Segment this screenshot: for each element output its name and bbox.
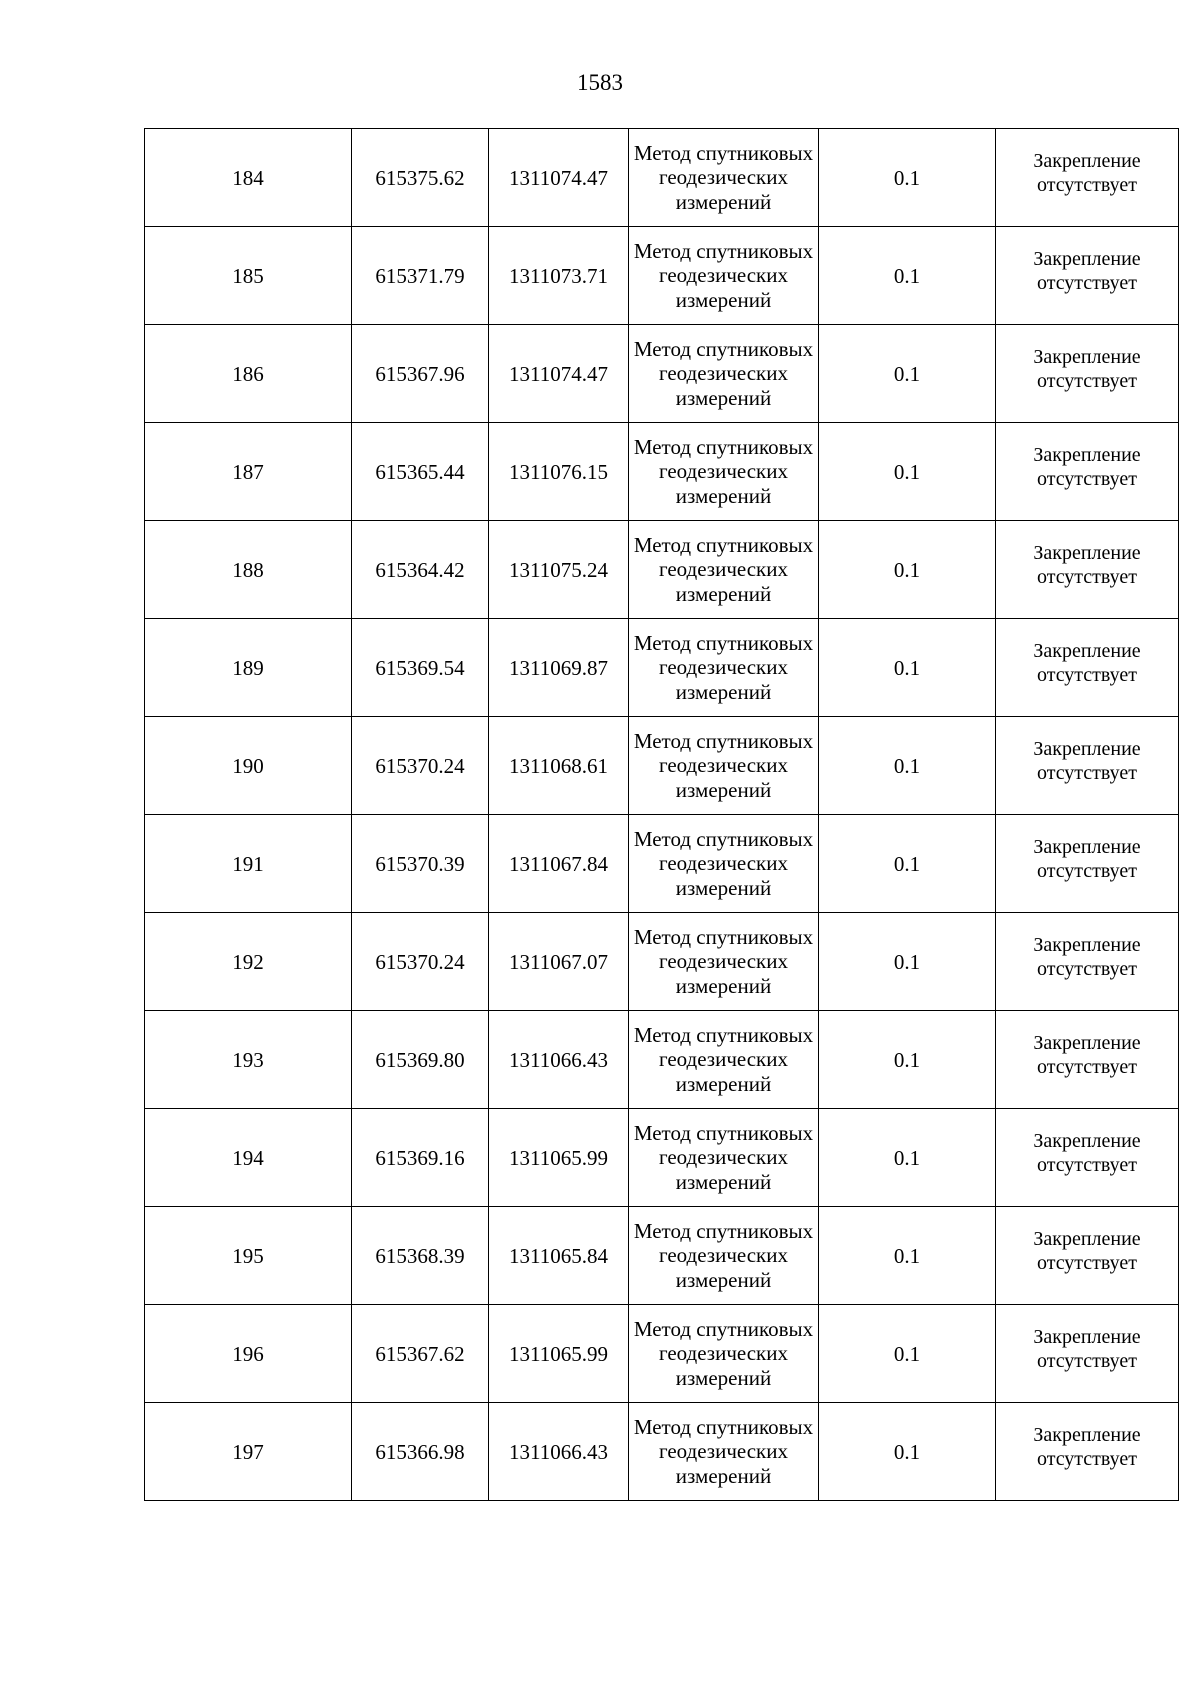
y-coordinate-text: 1311076.15 [509,459,608,484]
fixing-description-cell [996,1207,1179,1305]
fixing-description-text: Закрепление отсутствует [1033,541,1141,588]
coordinates-table-body [145,129,1179,1501]
method-cell [629,423,819,521]
point-number-cell [145,717,352,815]
fixing-description-text: Закрепление отсутствует [1033,247,1141,294]
accuracy-cell [819,227,996,325]
table-row [145,1207,1179,1305]
method-text: Метод спутниковых геодезических измерений [633,434,814,508]
fixing-description-cell [996,423,1179,521]
fixing-description-text: Закрепление отсутствует [1033,1031,1141,1078]
x-coordinate-cell [352,325,489,423]
accuracy-cell [819,619,996,717]
y-coordinate-cell [489,129,629,227]
x-coordinate-text: 615368.39 [375,1243,465,1268]
fixing-description-cell [996,227,1179,325]
accuracy-cell [819,1207,996,1305]
y-coordinate-cell [489,1305,629,1403]
accuracy-cell [819,913,996,1011]
point-number-text: 187 [232,459,264,484]
accuracy-cell [819,1011,996,1109]
fixing-description-text: Закрепление отсутствует [1033,1129,1141,1176]
table-row [145,227,1179,325]
x-coordinate-cell [352,717,489,815]
method-cell [629,1011,819,1109]
point-number-cell [145,325,352,423]
method-text: Метод спутниковых геодезических измерений [633,826,814,900]
fixing-description-text: Закрепление отсутствует [1033,737,1141,784]
accuracy-cell [819,325,996,423]
y-coordinate-text: 1311065.84 [509,1243,608,1268]
table-row [145,815,1179,913]
point-number-cell [145,1109,352,1207]
point-number-cell [145,1207,352,1305]
fixing-description-cell [996,1305,1179,1403]
fixing-description-text: Закрепление отсутствует [1033,443,1141,490]
table-row [145,423,1179,521]
x-coordinate-text: 615371.79 [375,263,465,288]
fixing-description-text: Закрепление отсутствует [1033,835,1141,882]
table-row [145,325,1179,423]
table-row [145,1011,1179,1109]
point-number-text: 192 [232,949,264,974]
point-number-cell [145,423,352,521]
x-coordinate-cell [352,423,489,521]
point-number-text: 185 [232,263,264,288]
fixing-description-text: Закрепление отсутствует [1033,149,1141,196]
point-number-text: 186 [232,361,264,386]
method-cell [629,619,819,717]
x-coordinate-cell [352,1011,489,1109]
point-number-text: 196 [232,1341,264,1366]
accuracy-text: 0.1 [893,753,921,778]
x-coordinate-cell [352,521,489,619]
accuracy-cell [819,1403,996,1501]
method-text: Метод спутниковых геодезических измерений [633,630,814,704]
y-coordinate-text: 1311065.99 [509,1145,608,1170]
y-coordinate-text: 1311066.43 [509,1047,608,1072]
y-coordinate-text: 1311067.84 [509,851,608,876]
x-coordinate-cell [352,815,489,913]
x-coordinate-cell [352,913,489,1011]
fixing-description-text: Закрепление отсутствует [1033,933,1141,980]
point-number-cell [145,129,352,227]
fixing-description-cell [996,1011,1179,1109]
accuracy-text: 0.1 [893,263,921,288]
y-coordinate-text: 1311073.71 [509,263,608,288]
y-coordinate-text: 1311074.47 [509,165,608,190]
x-coordinate-cell [352,1207,489,1305]
y-coordinate-cell [489,913,629,1011]
point-number-cell [145,913,352,1011]
point-number-text: 193 [232,1047,264,1072]
page-number: 1583 [577,70,623,95]
y-coordinate-text: 1311067.07 [509,949,608,974]
method-cell [629,521,819,619]
x-coordinate-text: 615364.42 [375,557,465,582]
y-coordinate-cell [489,1207,629,1305]
accuracy-text: 0.1 [893,655,921,680]
point-number-text: 184 [232,165,264,190]
point-number-text: 188 [232,557,264,582]
table-row [145,521,1179,619]
y-coordinate-text: 1311074.47 [509,361,608,386]
accuracy-text: 0.1 [893,1145,921,1170]
point-number-cell [145,1011,352,1109]
table-row [145,619,1179,717]
method-cell [629,1109,819,1207]
method-cell [629,815,819,913]
accuracy-cell [819,423,996,521]
accuracy-cell [819,1109,996,1207]
method-cell [629,1305,819,1403]
table-row [145,129,1179,227]
table-row [145,717,1179,815]
y-coordinate-cell [489,1403,629,1501]
point-number-cell [145,815,352,913]
accuracy-text: 0.1 [893,557,921,582]
y-coordinate-text: 1311069.87 [509,655,608,680]
accuracy-text: 0.1 [893,361,921,386]
method-cell [629,227,819,325]
accuracy-text: 0.1 [893,165,921,190]
x-coordinate-text: 615375.62 [375,165,465,190]
point-number-cell [145,1305,352,1403]
y-coordinate-cell [489,1109,629,1207]
fixing-description-cell [996,1403,1179,1501]
x-coordinate-text: 615370.24 [375,753,465,778]
point-number-text: 194 [232,1145,264,1170]
accuracy-cell [819,717,996,815]
method-text: Метод спутниковых геодезических измерений [633,140,814,214]
y-coordinate-cell [489,423,629,521]
fixing-description-cell [996,521,1179,619]
y-coordinate-text: 1311075.24 [509,557,608,582]
point-number-cell [145,619,352,717]
table-row [145,1305,1179,1403]
method-cell [629,717,819,815]
y-coordinate-cell [489,1011,629,1109]
accuracy-cell [819,521,996,619]
method-cell [629,325,819,423]
point-number-cell [145,521,352,619]
y-coordinate-text: 1311066.43 [509,1439,608,1464]
accuracy-text: 0.1 [893,851,921,876]
method-text: Метод спутниковых геодезических измерений [633,238,814,312]
point-number-cell [145,227,352,325]
x-coordinate-text: 615370.39 [375,851,465,876]
y-coordinate-text: 1311068.61 [509,753,608,778]
fixing-description-cell [996,129,1179,227]
accuracy-text: 0.1 [893,1243,921,1268]
point-number-cell [145,1403,352,1501]
accuracy-cell [819,129,996,227]
x-coordinate-cell [352,1109,489,1207]
method-cell [629,1207,819,1305]
x-coordinate-text: 615370.24 [375,949,465,974]
method-text: Метод спутниковых геодезических измерений [633,1316,814,1390]
fixing-description-cell [996,619,1179,717]
fixing-description-cell [996,815,1179,913]
accuracy-text: 0.1 [893,1341,921,1366]
y-coordinate-cell [489,325,629,423]
table-row [145,1109,1179,1207]
fixing-description-text: Закрепление отсутствует [1033,639,1141,686]
fixing-description-cell [996,325,1179,423]
x-coordinate-cell [352,1305,489,1403]
x-coordinate-cell [352,227,489,325]
fixing-description-cell [996,717,1179,815]
point-number-text: 195 [232,1243,264,1268]
x-coordinate-text: 615367.62 [375,1341,465,1366]
table-row [145,913,1179,1011]
method-text: Метод спутниковых геодезических измерений [633,336,814,410]
accuracy-text: 0.1 [893,1439,921,1464]
y-coordinate-cell [489,815,629,913]
accuracy-cell [819,815,996,913]
x-coordinate-text: 615367.96 [375,361,465,386]
fixing-description-text: Закрепление отсутствует [1033,1325,1141,1372]
x-coordinate-cell [352,129,489,227]
coordinates-table [144,128,1179,1501]
y-coordinate-cell [489,227,629,325]
y-coordinate-cell [489,521,629,619]
method-text: Метод спутниковых геодезических измерений [633,1120,814,1194]
point-number-text: 190 [232,753,264,778]
point-number-text: 191 [232,851,264,876]
method-cell [629,1403,819,1501]
x-coordinate-text: 615369.80 [375,1047,465,1072]
accuracy-text: 0.1 [893,459,921,484]
y-coordinate-cell [489,717,629,815]
x-coordinate-cell [352,1403,489,1501]
point-number-text: 197 [232,1439,264,1464]
method-text: Метод спутниковых геодезических измерений [633,1218,814,1292]
point-number-text: 189 [232,655,264,680]
y-coordinate-text: 1311065.99 [509,1341,608,1366]
fixing-description-text: Закрепление отсутствует [1033,345,1141,392]
method-text: Метод спутниковых геодезических измерений [633,1022,814,1096]
method-cell [629,129,819,227]
fixing-description-cell [996,913,1179,1011]
y-coordinate-cell [489,619,629,717]
accuracy-cell [819,1305,996,1403]
fixing-description-text: Закрепление отсутствует [1033,1227,1141,1274]
accuracy-text: 0.1 [893,949,921,974]
table-row [145,1403,1179,1501]
method-text: Метод спутниковых геодезических измерений [633,532,814,606]
accuracy-text: 0.1 [893,1047,921,1072]
method-text: Метод спутниковых геодезических измерений [633,924,814,998]
fixing-description-cell [996,1109,1179,1207]
x-coordinate-cell [352,619,489,717]
method-text: Метод спутниковых геодезических измерений [633,1414,814,1488]
x-coordinate-text: 615369.16 [375,1145,465,1170]
x-coordinate-text: 615365.44 [375,459,465,484]
method-text: Метод спутниковых геодезических измерений [633,728,814,802]
method-cell [629,913,819,1011]
x-coordinate-text: 615369.54 [375,655,465,680]
x-coordinate-text: 615366.98 [375,1439,465,1464]
fixing-description-text: Закрепление отсутствует [1033,1423,1141,1470]
